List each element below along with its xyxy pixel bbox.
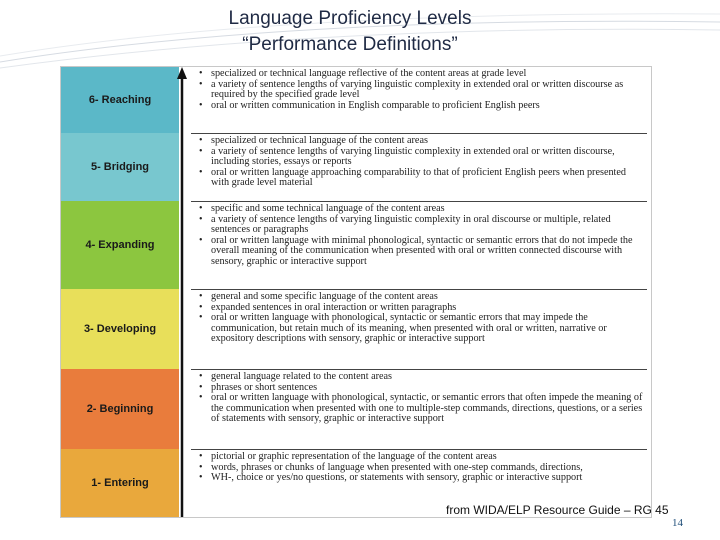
- bullet-text: oral or written language with minimal phonological, syntactic or semantic errors that do not impede the overall meaning of the communication when presented with oral or written connected discourse with sensory, graphic or interactive support: [211, 234, 633, 267]
- slide-title: [150, 6, 550, 58]
- bullet-text: pictorial or graphic representation of the language of the content areas: [211, 451, 497, 462]
- level-5-bridging: [61, 133, 179, 201]
- list-item: • oral or written language with phonological, syntactic, or semantic errors that often impede the meaning of the communication when presented with one to multiple-step commands, directions, questions, or a series of statements with sensory, graphic or interactive support: [199, 392, 643, 425]
- slide-title-line-2: “Performance Definitions”: [242, 34, 458, 55]
- bullet-text: specific and some technical language of the content areas: [211, 203, 445, 214]
- level-label: 2- Beginning: [86, 403, 154, 415]
- list-item: • oral or written language approaching comparability to that of proficient English peers when presented with grade level material: [199, 166, 627, 189]
- bullet-text: oral or written communication in English comparable to proficient English peers: [211, 99, 540, 111]
- level-label: 3- Developing: [83, 323, 157, 335]
- bullet-text: oral or written language with phonological, syntactic, or semantic errors that often impede the meaning of the communication when presented with one to multiple-step commands, directions, questions, or a series of statements with sensory, graphic or interactive support: [211, 392, 643, 425]
- bullet-text: a variety of sentence lengths of varying linguistic complexity in extended oral or written discourse as required by the specified grade level: [211, 78, 624, 101]
- level-label: 6- Reaching: [88, 94, 152, 106]
- list-item: • a variety of sentence lengths of varying linguistic complexity in extended oral or written discourse as required by the specified grade level: [199, 78, 624, 101]
- upward-arrow-icon: [175, 67, 189, 517]
- list-item: • general and some specific language of the content areas: [199, 291, 438, 302]
- level-3-developing: [61, 289, 179, 369]
- list-item: • words, phrases or chunks of language when presented with one-step commands, directions,: [199, 461, 583, 473]
- list-item: • specialized or technical language reflective of the content areas at grade level: [199, 68, 527, 79]
- list-item: • expanded sentences in oral interaction or written paragraphs: [199, 301, 457, 313]
- level-label: 4- Expanding: [85, 239, 155, 251]
- list-item: • specific and some technical language of the content areas: [199, 203, 445, 214]
- bullet-text: expanded sentences in oral interaction or written paragraphs: [211, 301, 457, 313]
- list-item: • oral or written language with minimal phonological, syntactic or semantic errors that do not impede the overall meaning of the communication when presented with oral or written connected discourse with sensory, graphic or interactive support: [199, 234, 633, 267]
- bullet-text: specialized or technical language of the content areas: [211, 135, 428, 146]
- level-4-expanding: [61, 201, 179, 289]
- bullet-list: [197, 204, 643, 268]
- bullet-list: [197, 292, 643, 345]
- level-6-description: [191, 67, 647, 133]
- level-2-description: [191, 369, 647, 449]
- slide-title-line-1: Language Proficiency Levels: [228, 8, 472, 29]
- list-item: • oral or written language with phonological, syntactic or semantic errors that may impede the communication, but retain much of its meaning, when presented with oral or written, narrative or expository descriptions with sensory, graphic or interactive support: [199, 312, 607, 345]
- list-item: • WH-, choice or yes/no questions, or statements with sensory, graphic or interactive support: [199, 472, 583, 484]
- source-citation: from WIDA/ELP Resource Guide – RG 45: [446, 503, 669, 517]
- list-item: • a variety of sentence lengths of varying linguistic complexity in oral discourse or multiple, related sentences or paragraphs: [199, 213, 611, 236]
- level-column: [61, 67, 179, 517]
- page-number: 14: [672, 517, 683, 529]
- bullet-text: a variety of sentence lengths of varying linguistic complexity in oral discourse or multiple, related sentences or paragraphs: [211, 213, 611, 236]
- bullet-text: a variety of sentence lengths of varying linguistic complexity in extended oral or written discourse, including stories, essays or reports: [211, 145, 615, 168]
- bullet-text: general and some specific language of the content areas: [211, 291, 438, 302]
- bullet-list: [197, 136, 643, 189]
- bullet-list: [197, 372, 643, 425]
- bullet-list: [197, 452, 643, 484]
- bullet-text: oral or written language approaching comparability to that of proficient English peers when presented with grade level material: [211, 166, 627, 189]
- bullet-text: WH-, choice or yes/no questions, or statements with sensory, graphic or interactive support: [211, 472, 583, 484]
- description-column: [191, 67, 647, 517]
- bullet-list: [197, 69, 643, 111]
- list-item: • oral or written communication in English comparable to proficient English peers: [199, 99, 540, 111]
- level-3-description: [191, 289, 647, 369]
- proficiency-levels-figure: [60, 66, 652, 518]
- list-item: • specialized or technical language of the content areas: [199, 135, 428, 146]
- list-item: • a variety of sentence lengths of varying linguistic complexity in extended oral or written discourse, including stories, essays or reports: [199, 145, 615, 168]
- list-item: • general language related to the content areas: [199, 371, 393, 382]
- level-1-entering: [61, 449, 179, 517]
- bullet-text: general language related to the content areas: [211, 371, 393, 382]
- level-label: 5- Bridging: [90, 161, 150, 173]
- level-5-description: [191, 133, 647, 201]
- bullet-text: phrases or short sentences: [211, 381, 318, 393]
- bullet-text: words, phrases or chunks of language when presented with one-step commands, directions,: [211, 461, 583, 473]
- list-item: • pictorial or graphic representation of the language of the content areas: [199, 451, 497, 462]
- level-label: 1- Entering: [91, 477, 149, 489]
- level-2-beginning: [61, 369, 179, 449]
- level-6-reaching: [61, 67, 179, 133]
- bullet-text: specialized or technical language reflective of the content areas at grade level: [211, 68, 527, 79]
- bullet-text: oral or written language with phonological, syntactic or semantic errors that may impede the communication, but retain much of its meaning, when presented with oral or written, narrative or expository descriptions with sensory, graphic or interactive support: [211, 312, 607, 345]
- list-item: • phrases or short sentences: [199, 381, 318, 393]
- level-4-description: [191, 201, 647, 289]
